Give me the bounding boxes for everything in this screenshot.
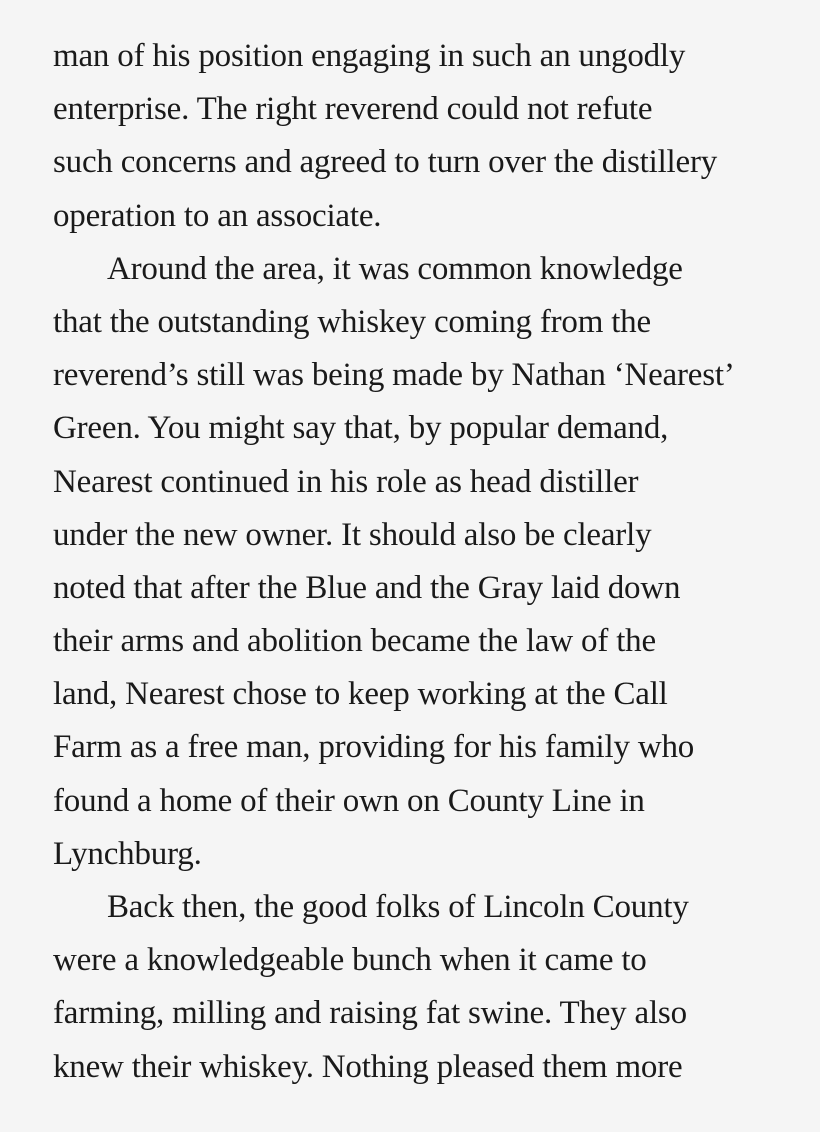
- text-line: knew their whiskey. Nothing pleased them more: [53, 1048, 683, 1085]
- text-line: reverend’s still was being made by Nathan ‘Nearest’: [53, 357, 735, 394]
- text-line: operation to an associate.: [53, 197, 382, 234]
- text-line: man of his position engaging in such an ungodly: [53, 38, 686, 74]
- text-line: that the outstanding whiskey coming from the: [53, 303, 651, 340]
- text-line: enterprise. The right reverend could not refute: [53, 91, 653, 128]
- text-line: Nearest continued in his role as head distiller: [53, 463, 639, 500]
- text-line: Green. You might say that, by popular demand,: [53, 410, 669, 447]
- text-line: noted that after the Blue and the Gray laid down: [53, 569, 681, 606]
- text-line: Lynchburg.: [53, 835, 202, 872]
- paragraph-start-line: Back then, the good folks of Lincoln County: [107, 889, 689, 925]
- text-line: found a home of their own on County Line in: [53, 782, 645, 819]
- text-line: under the new owner. It should also be clearly: [53, 516, 652, 553]
- text-line: land, Nearest chose to keep working at the Call: [53, 676, 668, 713]
- book-page-text: [53, 30, 773, 1094]
- text-line: were a knowledgeable bunch when it came to: [53, 942, 647, 979]
- text-line: such concerns and agreed to turn over the distillery: [53, 144, 718, 181]
- text-line: Farm as a free man, providing for his family who: [53, 729, 695, 766]
- paragraph-start-line: Around the area, it was common knowledge: [107, 250, 683, 287]
- text-line: farming, milling and raising fat swine. They also: [53, 995, 687, 1032]
- text-line: their arms and abolition became the law of the: [53, 623, 656, 660]
